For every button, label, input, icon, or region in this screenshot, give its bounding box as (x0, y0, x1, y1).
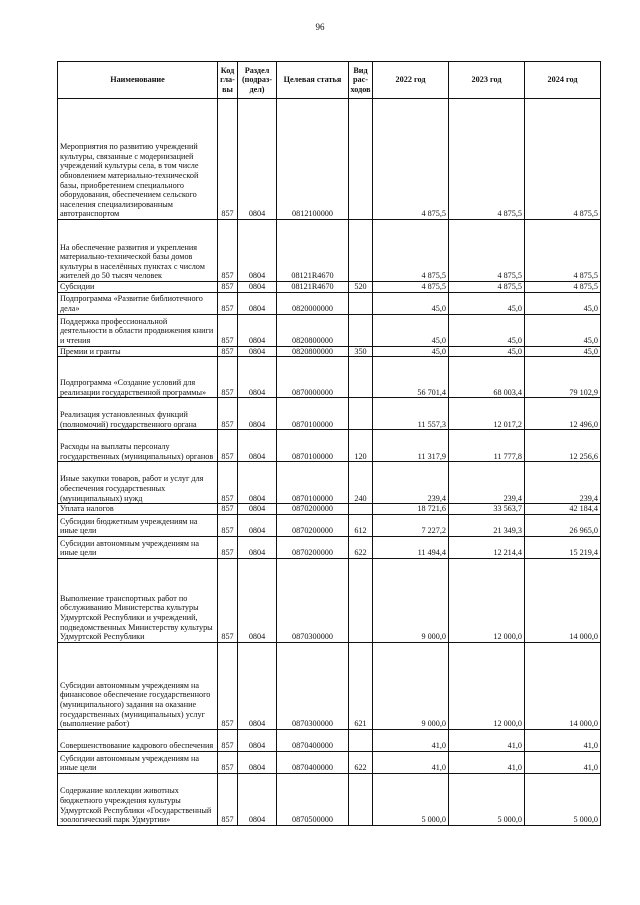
table-row (58, 430, 601, 462)
table-row (58, 751, 601, 773)
row-code: 857 (218, 282, 238, 293)
row-code: 857 (218, 558, 238, 642)
row-section: 0804 (238, 462, 277, 504)
row-2022: 41,0 (373, 729, 449, 751)
row-target: 0820800000 (277, 346, 349, 357)
row-2022: 239,4 (373, 462, 449, 504)
row-section: 0804 (238, 504, 277, 515)
table-row (58, 292, 601, 314)
row-code: 857 (218, 292, 238, 314)
row-2022: 11 557,3 (373, 398, 449, 430)
row-2024: 4 875,5 (525, 99, 601, 220)
row-2023: 4 875,5 (449, 99, 525, 220)
row-2023: 12 000,0 (449, 558, 525, 642)
row-code: 857 (218, 314, 238, 346)
row-code: 857 (218, 536, 238, 558)
row-target: 08121R4670 (277, 220, 349, 282)
row-2022: 4 875,5 (373, 99, 449, 220)
row-name: Премии и гранты (58, 346, 218, 357)
row-name: Подпрограмма «Развитие библиотечного дела» (58, 292, 218, 314)
row-2024: 41,0 (525, 729, 601, 751)
row-2023: 45,0 (449, 346, 525, 357)
table-row (58, 536, 601, 558)
row-2024: 12 496,0 (525, 398, 601, 430)
row-2024: 12 256,6 (525, 430, 601, 462)
row-2023: 41,0 (449, 751, 525, 773)
header-code: Код гла-вы (218, 62, 238, 99)
row-target: 0870200000 (277, 504, 349, 515)
row-type (349, 220, 373, 282)
row-code: 857 (218, 357, 238, 398)
table-row (58, 99, 601, 220)
row-2022: 11 317,9 (373, 430, 449, 462)
row-section: 0804 (238, 282, 277, 293)
row-2022: 5 000,0 (373, 773, 449, 825)
row-code: 857 (218, 430, 238, 462)
row-section: 0804 (238, 430, 277, 462)
row-name: Поддержка профессиональной деятельности в области продвижения книги и чтения (58, 314, 218, 346)
row-2022: 45,0 (373, 292, 449, 314)
row-type (349, 504, 373, 515)
row-2022: 41,0 (373, 751, 449, 773)
row-section: 0804 (238, 514, 277, 536)
row-2022: 4 875,5 (373, 220, 449, 282)
row-2023: 4 875,5 (449, 220, 525, 282)
row-section: 0804 (238, 773, 277, 825)
row-2023: 5 000,0 (449, 773, 525, 825)
row-target: 0870300000 (277, 558, 349, 642)
row-section: 0804 (238, 292, 277, 314)
row-type: 120 (349, 430, 373, 462)
row-code: 857 (218, 642, 238, 729)
row-name: Подпрограмма «Создание условий для реализации государственной программы» (58, 357, 218, 398)
row-target: 0870100000 (277, 398, 349, 430)
header-2022: 2022 год (373, 62, 449, 99)
row-name: Субсидии (58, 282, 218, 293)
header-2023: 2023 год (449, 62, 525, 99)
table-row (58, 314, 601, 346)
row-type (349, 292, 373, 314)
row-type: 350 (349, 346, 373, 357)
row-2024: 42 184,4 (525, 504, 601, 515)
row-target: 0870000000 (277, 357, 349, 398)
header-target: Целевая статья (277, 62, 349, 99)
row-target: 0870200000 (277, 536, 349, 558)
table-row (58, 346, 601, 357)
row-type: 240 (349, 462, 373, 504)
row-2024: 4 875,5 (525, 220, 601, 282)
row-name: Иные закупки товаров, работ и услуг для обеспечения государственных (муниципальных) нужд (58, 462, 218, 504)
row-section: 0804 (238, 558, 277, 642)
row-2022: 9 000,0 (373, 558, 449, 642)
row-name: Реализация установленных функций (полномочий) государственного органа (58, 398, 218, 430)
row-name: Мероприятия по развитию учреждений культуры, связанные с модернизацией учреждений культуры села, в том числе обновлением материально-технической базы, приобретением специального оборудования, обеспечением сельского населения специализированным автотранспортом (58, 99, 218, 220)
table-row (58, 462, 601, 504)
row-2023: 68 003,4 (449, 357, 525, 398)
row-target: 0870100000 (277, 462, 349, 504)
row-name: На обеспечение развития и укрепления материально-технической базы домов культуры в населённых пунктах с числом жителей до 50 тысяч человек (58, 220, 218, 282)
table-row (58, 398, 601, 430)
row-2024: 5 000,0 (525, 773, 601, 825)
row-2023: 45,0 (449, 314, 525, 346)
header-name: Наименование (58, 62, 218, 99)
row-target: 0870300000 (277, 642, 349, 729)
row-type (349, 398, 373, 430)
row-type (349, 357, 373, 398)
row-2024: 4 875,5 (525, 282, 601, 293)
row-type: 622 (349, 751, 373, 773)
row-code: 857 (218, 220, 238, 282)
row-target: 0812100000 (277, 99, 349, 220)
row-name: Выполнение транспортных работ по обслуживанию Министерства культуры Удмуртской Республики и учреждений, подведомственных Министерству культуры Удмуртской Республики (58, 558, 218, 642)
row-2023: 12 214,4 (449, 536, 525, 558)
row-2023: 239,4 (449, 462, 525, 504)
row-name: Уплата налогов (58, 504, 218, 515)
row-section: 0804 (238, 357, 277, 398)
row-section: 0804 (238, 314, 277, 346)
row-type: 612 (349, 514, 373, 536)
row-section: 0804 (238, 398, 277, 430)
row-code: 857 (218, 346, 238, 357)
row-type (349, 99, 373, 220)
row-2024: 45,0 (525, 346, 601, 357)
row-type (349, 729, 373, 751)
table-body (58, 99, 601, 826)
table-row (58, 514, 601, 536)
table-row (58, 357, 601, 398)
page-number: 96 (315, 22, 325, 32)
row-section: 0804 (238, 220, 277, 282)
row-code: 857 (218, 398, 238, 430)
header-type: Вид рас-ходов (349, 62, 373, 99)
row-2024: 79 102,9 (525, 357, 601, 398)
row-type: 520 (349, 282, 373, 293)
row-2023: 11 777,8 (449, 430, 525, 462)
table-row (58, 558, 601, 642)
row-name: Субсидии автономным учреждениям на иные цели (58, 751, 218, 773)
row-section: 0804 (238, 729, 277, 751)
row-2022: 9 000,0 (373, 642, 449, 729)
row-section: 0804 (238, 751, 277, 773)
table-row (58, 504, 601, 515)
row-2024: 239,4 (525, 462, 601, 504)
row-type (349, 558, 373, 642)
row-2022: 45,0 (373, 346, 449, 357)
row-type: 621 (349, 642, 373, 729)
row-name: Совершенствование кадрового обеспечения (58, 729, 218, 751)
row-code: 857 (218, 514, 238, 536)
row-target: 0870100000 (277, 430, 349, 462)
row-name: Содержание коллекции животных бюджетного учреждения культуры Удмуртской Республики «Государственный зоологический парк Удмуртии» (58, 773, 218, 825)
row-2024: 41,0 (525, 751, 601, 773)
row-target: 0870400000 (277, 751, 349, 773)
table-row (58, 729, 601, 751)
table-row (58, 220, 601, 282)
row-target: 0870400000 (277, 729, 349, 751)
header-row (58, 62, 601, 99)
row-2024: 45,0 (525, 292, 601, 314)
row-2024: 26 965,0 (525, 514, 601, 536)
row-code: 857 (218, 99, 238, 220)
row-2023: 12 000,0 (449, 642, 525, 729)
row-type: 622 (349, 536, 373, 558)
row-2022: 45,0 (373, 314, 449, 346)
table-row (58, 773, 601, 825)
row-type (349, 773, 373, 825)
row-name: Субсидии бюджетным учреждениям на иные цели (58, 514, 218, 536)
row-2024: 14 000,0 (525, 558, 601, 642)
row-2024: 45,0 (525, 314, 601, 346)
header-2024: 2024 год (525, 62, 601, 99)
row-2023: 33 563,7 (449, 504, 525, 515)
row-2022: 11 494,4 (373, 536, 449, 558)
row-section: 0804 (238, 536, 277, 558)
row-2023: 4 875,5 (449, 282, 525, 293)
row-section: 0804 (238, 99, 277, 220)
row-type (349, 314, 373, 346)
row-target: 0820800000 (277, 314, 349, 346)
row-target: 0820000000 (277, 292, 349, 314)
row-target: 0870500000 (277, 773, 349, 825)
row-code: 857 (218, 729, 238, 751)
row-code: 857 (218, 751, 238, 773)
budget-table (57, 61, 601, 826)
row-2022: 18 721,6 (373, 504, 449, 515)
row-2024: 15 219,4 (525, 536, 601, 558)
row-code: 857 (218, 773, 238, 825)
row-code: 857 (218, 462, 238, 504)
row-2022: 56 701,4 (373, 357, 449, 398)
row-section: 0804 (238, 346, 277, 357)
row-target: 08121R4670 (277, 282, 349, 293)
row-code: 857 (218, 504, 238, 515)
row-name: Расходы на выплаты персоналу государственных (муниципальных) органов (58, 430, 218, 462)
row-2023: 12 017,2 (449, 398, 525, 430)
row-2022: 7 227,2 (373, 514, 449, 536)
row-2023: 41,0 (449, 729, 525, 751)
row-2022: 4 875,5 (373, 282, 449, 293)
row-2023: 21 349,3 (449, 514, 525, 536)
row-name: Субсидии автономным учреждениям на финансовое обеспечение государственного (муниципального) задания на оказание государственных (муниципальных) услуг (выполнение работ) (58, 642, 218, 729)
row-name: Субсидии автономным учреждениям на иные цели (58, 536, 218, 558)
header-section: Раздел (подраз-дел) (238, 62, 277, 99)
row-target: 0870200000 (277, 514, 349, 536)
row-section: 0804 (238, 642, 277, 729)
row-2024: 14 000,0 (525, 642, 601, 729)
table-row (58, 282, 601, 293)
table-row (58, 642, 601, 729)
row-2023: 45,0 (449, 292, 525, 314)
